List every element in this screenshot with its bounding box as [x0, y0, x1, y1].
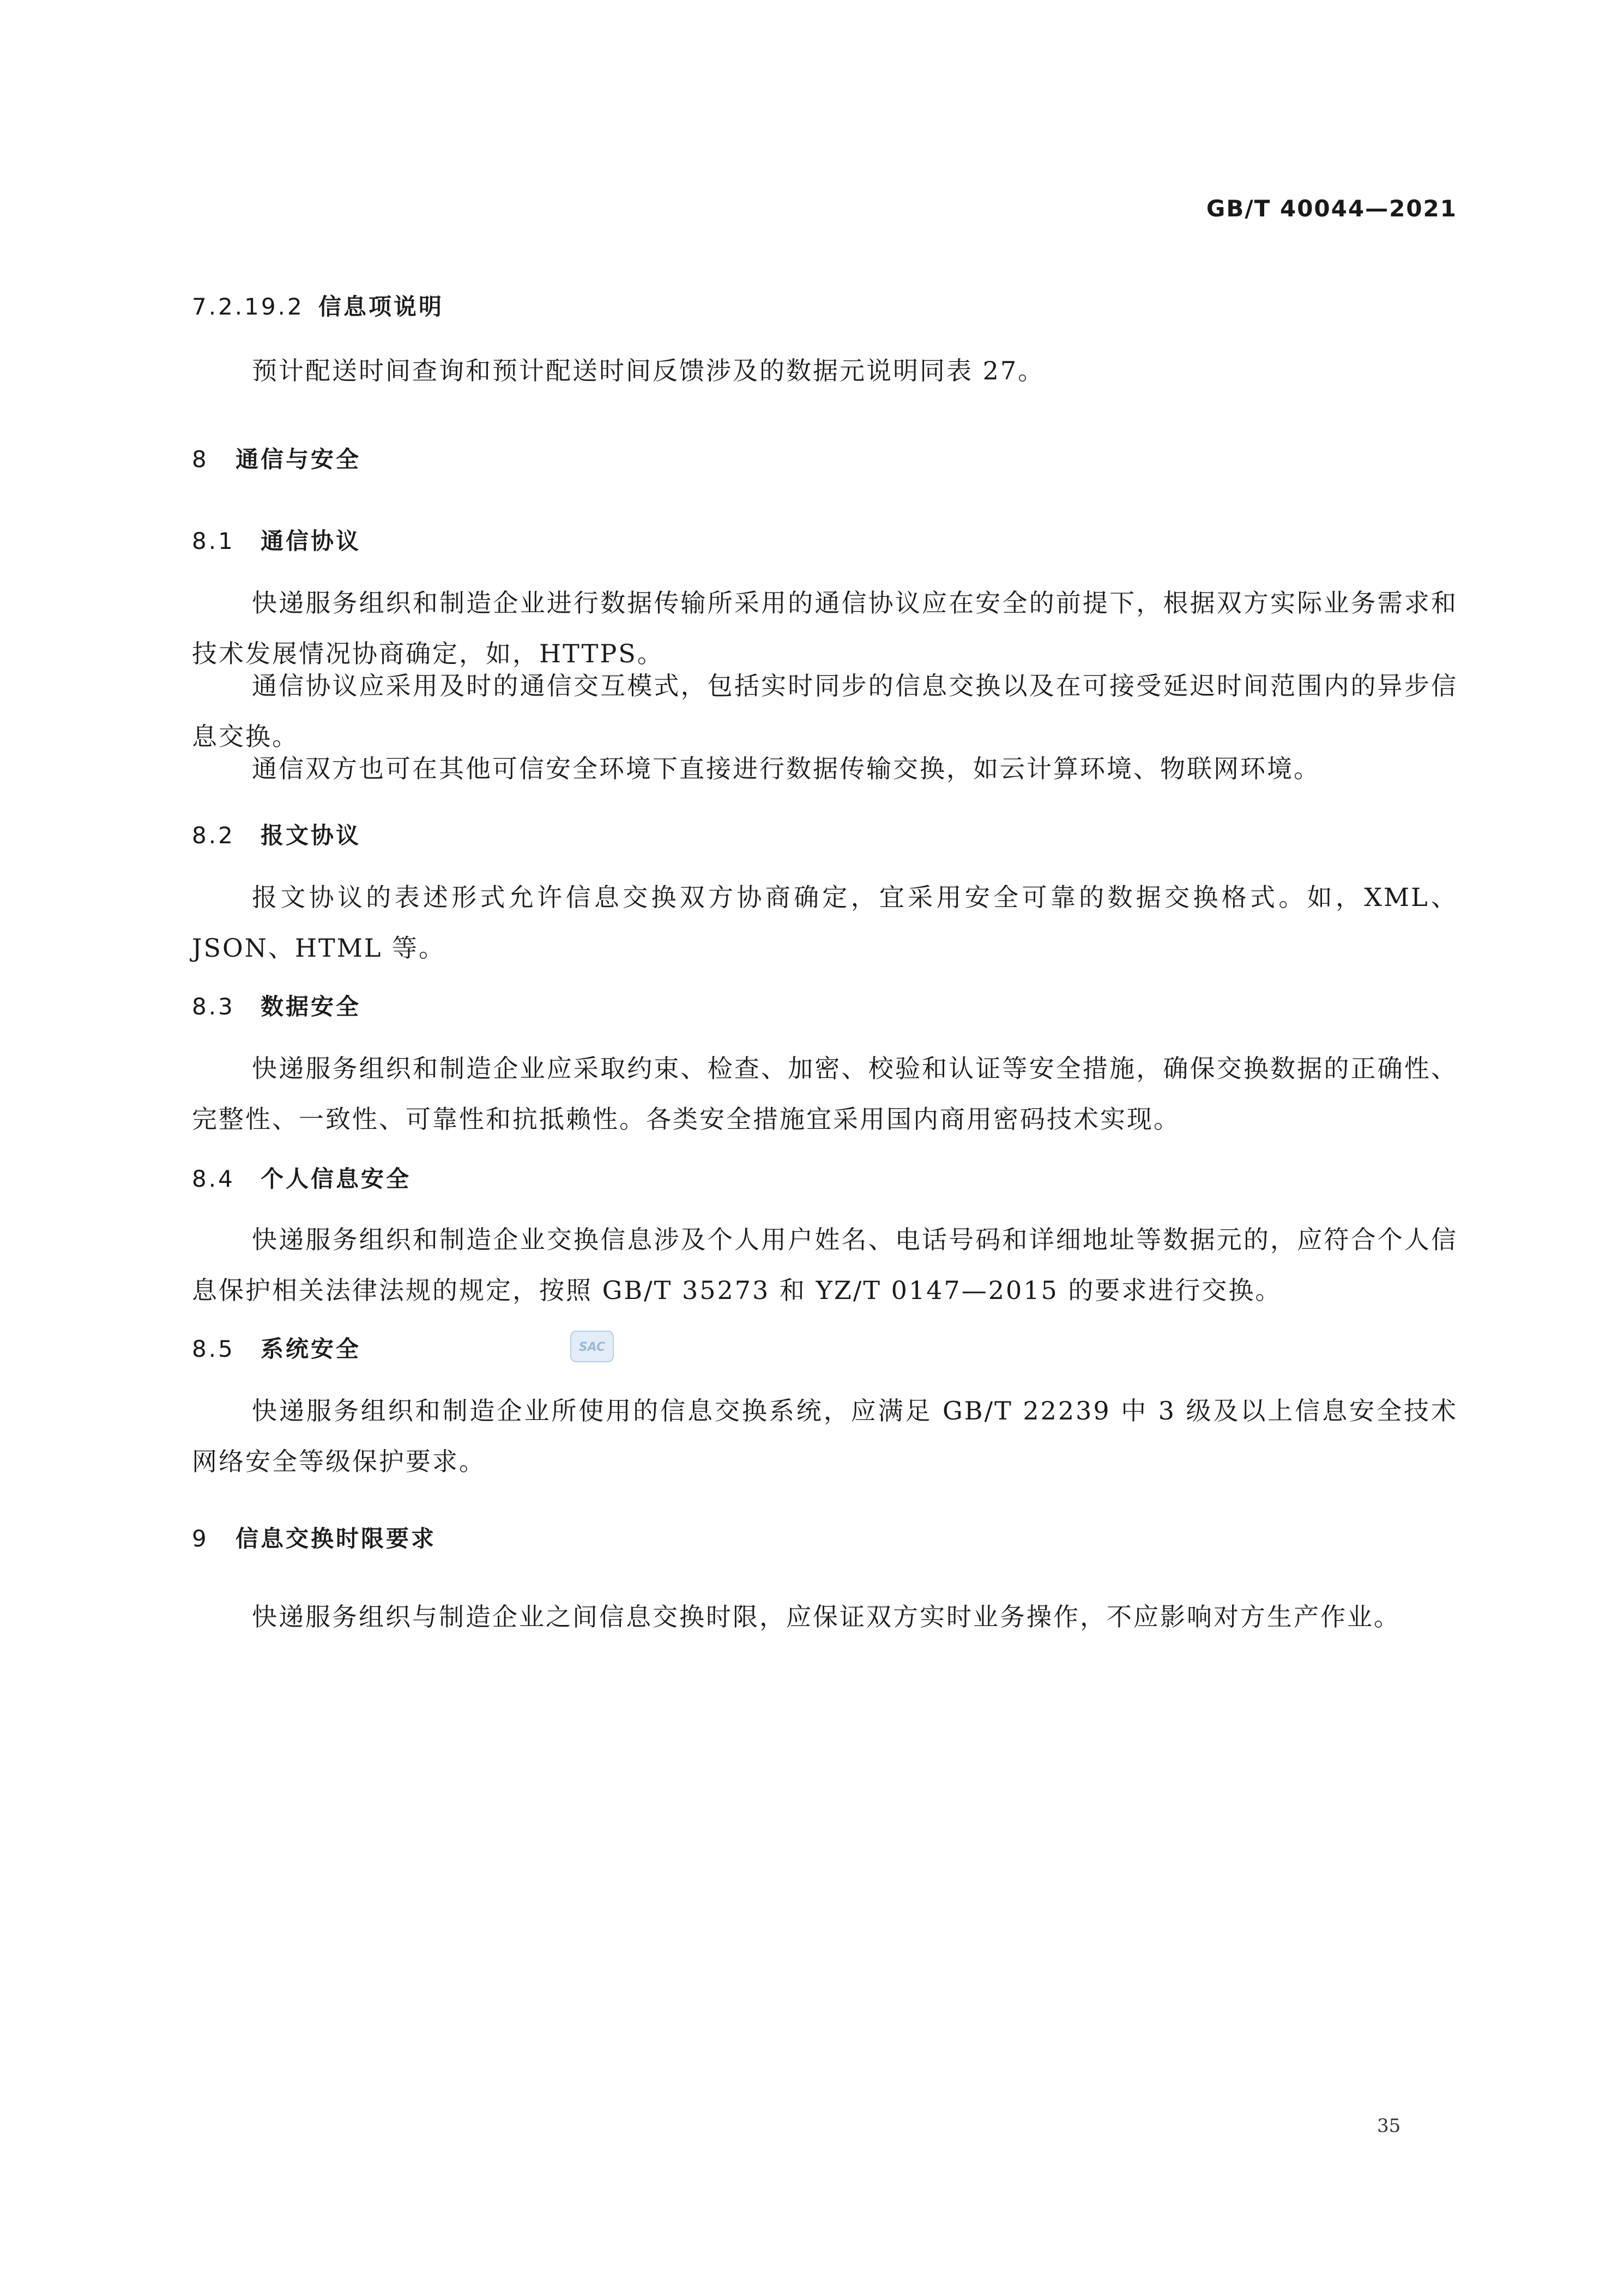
paragraph: 快递服务组织和制造企业应采取约束、检查、加密、校验和认证等安全措施，确保交换数据的正确性、完整性、一致性、可靠性和抗抵赖性。各类安全措施宜采用国内商用密码技术实现。 — [192, 1054, 1458, 1134]
paragraph: 快递服务组织与制造企业之间信息交换时限，应保证双方实时业务操作，不应影响对方生产作业。 — [252, 1602, 1400, 1632]
section-title: 报文协议 — [261, 822, 361, 849]
heading-8-1 — [192, 523, 361, 556]
section-number: 8.3 — [192, 993, 235, 1020]
heading-8-2 — [192, 818, 361, 850]
standard-code: GB/T 40044—2021 — [1206, 195, 1457, 222]
page-number: 35 — [1377, 2115, 1401, 2137]
heading-7-2-19-2 — [192, 289, 444, 322]
sac-watermark-logo — [570, 1330, 614, 1363]
heading-9 — [192, 1521, 436, 1554]
section-number: 8.5 — [192, 1336, 235, 1362]
watermark-text: SAC — [578, 1340, 606, 1354]
paragraph: 快递服务组织和制造企业进行数据传输所采用的通信协议应在安全的前提下，根据双方实际业务需求和技术发展情况协商确定，如，HTTPS。 — [192, 588, 1458, 668]
section-number: 7.2.19.2 — [192, 293, 304, 320]
section-number: 8.1 — [192, 528, 235, 554]
heading-8-5 — [192, 1331, 361, 1364]
heading-8-3 — [192, 989, 361, 1022]
paragraph: 通信双方也可在其他可信安全环境下直接进行数据传输交换，如云计算环境、物联网环境。 — [252, 754, 1320, 783]
section-title: 系统安全 — [261, 1336, 361, 1362]
paragraph: 快递服务组织和制造企业所使用的信息交换系统，应满足 GB/T 22239 中 3 级及以上信息安全技术网络安全等级保护要求。 — [192, 1396, 1458, 1476]
section-title: 信息交换时限要求 — [236, 1525, 437, 1552]
section-number: 8.2 — [192, 822, 235, 849]
section-title: 数据安全 — [261, 993, 361, 1020]
paragraph: 报文协议的表述形式允许信息交换双方协商确定，宜采用安全可靠的数据交换格式。如，XML、JSON、HTML 等。 — [192, 883, 1458, 963]
section-number: 8 — [192, 446, 209, 473]
section-number: 9 — [192, 1525, 209, 1552]
paragraph: 快递服务组织和制造企业交换信息涉及个人用户姓名、电话号码和详细地址等数据元的，应符合个人信息保护相关法律法规的规定，按照 GB/T 35273 和 YZ/T 0147—2015 的要求进行交换。 — [192, 1225, 1458, 1305]
section-number: 8.4 — [192, 1165, 235, 1192]
heading-8 — [192, 442, 361, 474]
paragraph: 通信协议应采用及时的通信交互模式，包括实时同步的信息交换以及在可接受延迟时间范围内的异步信息交换。 — [192, 671, 1458, 751]
paragraph: 预计配送时间查询和预计配送时间反馈涉及的数据元说明同表 27。 — [252, 356, 1045, 385]
section-title: 个人信息安全 — [261, 1165, 412, 1192]
heading-8-4 — [192, 1161, 411, 1194]
section-title: 通信与安全 — [236, 446, 361, 473]
section-title: 通信协议 — [261, 528, 361, 554]
section-title: 信息项说明 — [318, 293, 444, 320]
